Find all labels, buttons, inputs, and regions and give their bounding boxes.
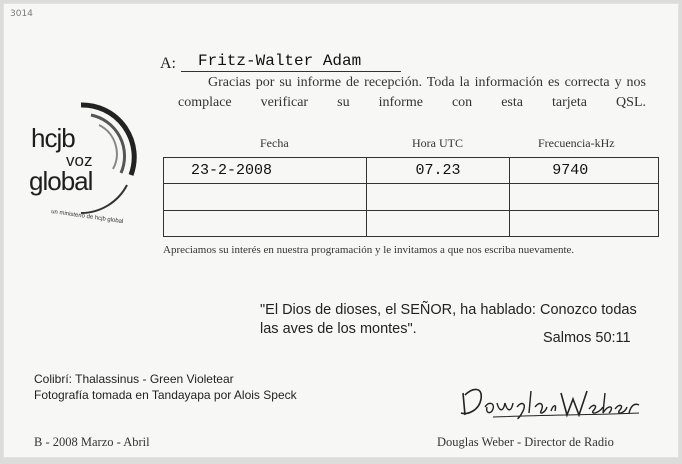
reception-table xyxy=(163,157,659,237)
corner-handwritten-number: 3014 xyxy=(10,9,33,19)
table-row xyxy=(164,210,659,236)
cell-date xyxy=(164,184,367,210)
logo-tagline: un ministerio de hcjb global xyxy=(50,209,124,225)
logo-text-global: global xyxy=(29,166,93,196)
photo-caption: Colibrí: Thalassinus - Green Violetear xyxy=(34,372,234,386)
handwritten-signature xyxy=(453,385,643,423)
cell-date xyxy=(164,210,367,236)
logo-text-hcjb: hcjb xyxy=(31,123,75,153)
signer-label: Douglas Weber - Director de Radio xyxy=(437,435,614,449)
recipient-underline xyxy=(181,71,401,72)
thanks-note: Apreciamos su interés en nuestra programación y le invitamos a que nos escriba nuevamente. xyxy=(163,244,575,256)
issue-label: B - 2008 Marzo - Abril xyxy=(34,435,150,449)
photo-author: Fotografía tomada en Tandayapa por Alois Speck xyxy=(34,388,297,402)
table-row xyxy=(164,184,659,210)
header-date: Fecha xyxy=(260,136,289,150)
bible-quote: "El Dios de dioses, el SEÑOR, ha hablado: Conozco todas las aves de los montes". xyxy=(260,302,637,337)
table-row xyxy=(164,158,659,184)
cell-frequency: 9740 xyxy=(510,158,659,184)
header-frequency: Frecuencia-kHz xyxy=(538,136,615,150)
cell-frequency xyxy=(510,210,659,236)
cell-time: 07.23 xyxy=(367,158,510,184)
qsl-card xyxy=(3,3,679,458)
confirmation-message: Gracias por su informe de recepción. Toda la información es correcta y nos complace verificar su informe con esta tarjeta QSL. xyxy=(178,75,646,110)
cell-date: 23-2-2008 xyxy=(164,158,367,184)
recipient-label: A: xyxy=(160,55,176,72)
cell-time xyxy=(367,184,510,210)
quote-reference: Salmos 50:11 xyxy=(543,330,631,346)
cell-frequency xyxy=(510,184,659,210)
recipient-name: Fritz-Walter Adam xyxy=(198,52,362,70)
header-time: Hora UTC xyxy=(412,136,463,150)
cell-time xyxy=(367,210,510,236)
photo-credit xyxy=(34,371,297,403)
hcjb-voz-global-logo xyxy=(21,95,146,225)
logo-text-voz: voz xyxy=(66,151,93,170)
